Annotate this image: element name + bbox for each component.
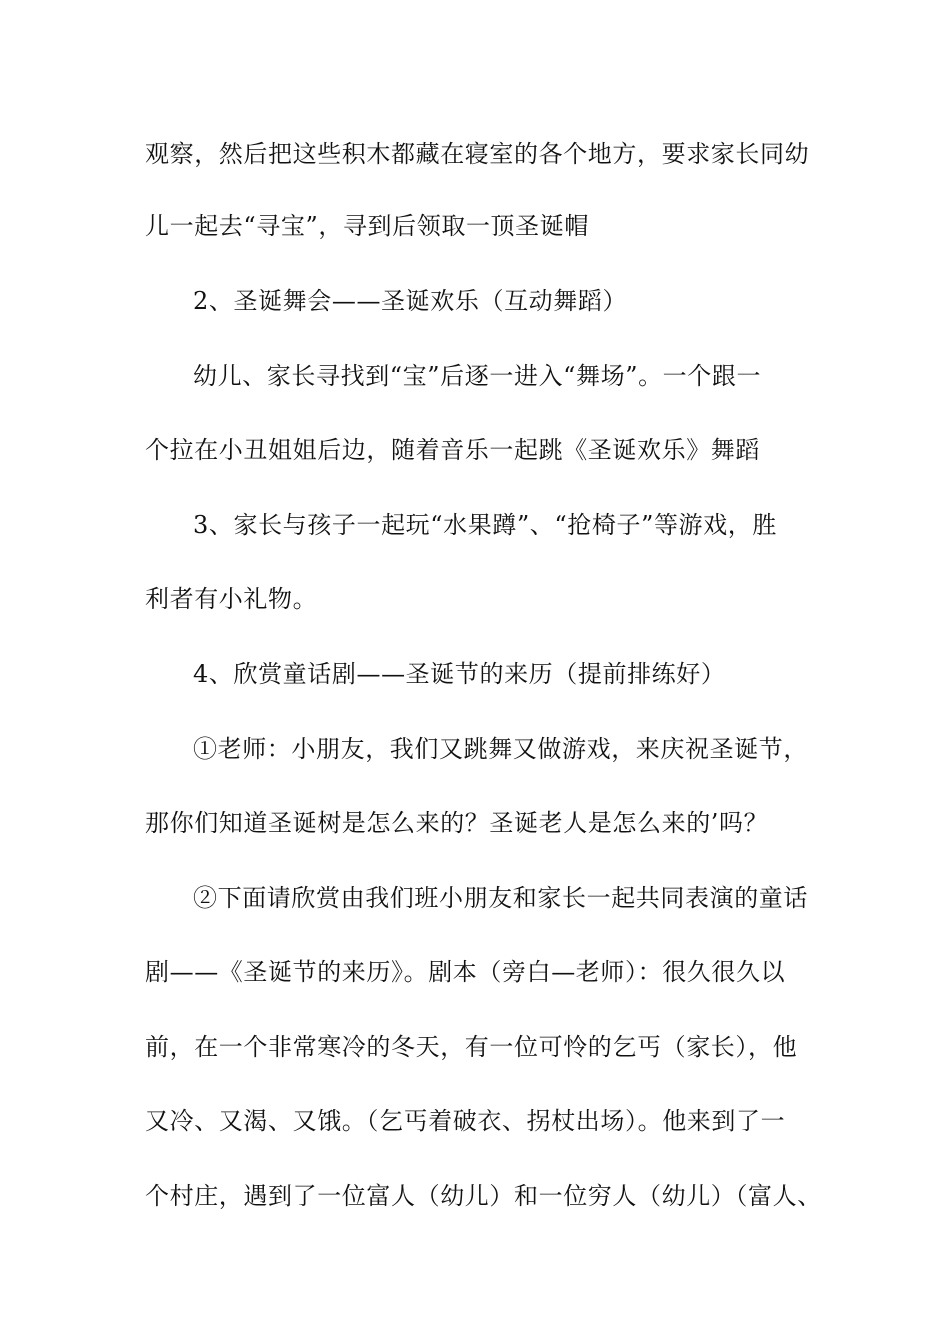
script-line-2: 剧——《圣诞节的来历》。剧本（旁白—老师）：很久很久以 xyxy=(145,958,786,986)
script-line-5: 个村庄，遇到了一位富人（幼儿）和一位穷人（幼儿）（富人、 xyxy=(145,1182,822,1210)
dialogue-line-2: 那你们知道圣诞树是怎么来的？圣诞老人是怎么来的’吗？ xyxy=(145,809,769,837)
text-line-1: 观察，然后把这些积木都藏在寝室的各个地方，要求家长同幼 xyxy=(145,140,810,168)
section-heading-2: 2、圣诞舞会——圣诞欢乐（互动舞蹈） xyxy=(193,287,628,315)
script-line-3: 前，在一个非常寒冷的冬天，有一位可怜的乞丐（家长），他 xyxy=(145,1033,798,1061)
text-line-2: 儿一起去“寻宝”，寻到后领取一顶圣诞帽 xyxy=(145,212,589,240)
text-line-7: 利者有小礼物。 xyxy=(145,585,318,613)
script-line-4: 又冷、又渴、又饿。（乞丐着破衣、拐杖出场）。他来到了一 xyxy=(145,1107,786,1135)
section-heading-4: 4、欣赏童话剧——圣诞节的来历（提前排练好） xyxy=(193,660,726,688)
script-line-1: ②下面请欣赏由我们班小朋友和家长一起共同表演的童话 xyxy=(193,884,808,912)
paragraph-line-1: 幼儿、家长寻找到“宝”后逐一进入“舞场”。一个跟一 xyxy=(193,362,762,390)
section-heading-3: 3、家长与孩子一起玩“水果蹲”、“抢椅子”等游戏，胜 xyxy=(193,511,777,539)
dialogue-line-1: ①老师：小朋友，我们又跳舞又做游戏，来庆祝圣诞节， xyxy=(193,735,808,763)
paragraph-line-2: 个拉在小丑姐姐后边，随着音乐一起跳《圣诞欢乐》舞蹈 xyxy=(145,436,760,464)
